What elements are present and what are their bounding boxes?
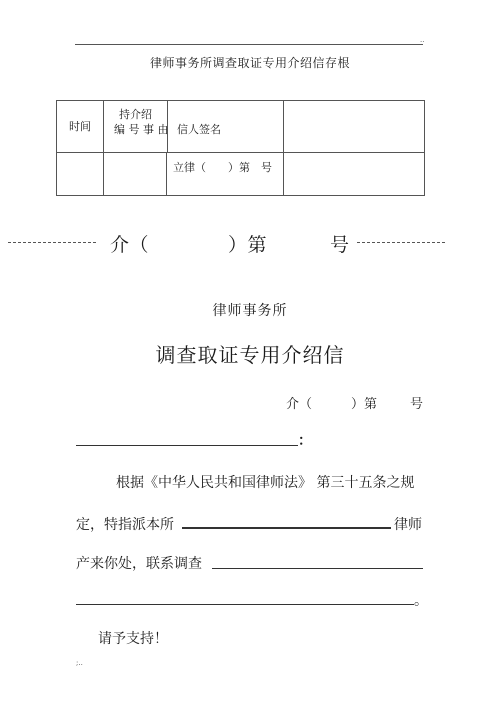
investigation-line-1 [212, 568, 423, 569]
stub-cell-blank-3 [104, 153, 167, 196]
stub-col-holder-line2: 编 号 事 由 [114, 123, 169, 136]
cut-number-prefix: 介（ [110, 234, 150, 256]
stub-cell-blank-1 [284, 101, 425, 153]
cut-line-right [357, 242, 445, 243]
letter-closing: 请予支持！ [98, 631, 168, 647]
letter-body-line-3-prefix: 产来你处，联系调查 [76, 556, 202, 572]
stub-cell-holder [104, 101, 284, 153]
stub-title: 律师事务所调查取证专用介绍信存根 [149, 56, 350, 70]
lawyer-name-line [182, 527, 391, 529]
stub-top-rule [75, 44, 423, 45]
stub-cell-time [57, 101, 104, 153]
letter-body-line-2-prefix: 定，特指派本所 [76, 517, 174, 533]
letter-firm-name: 律师事务所 [212, 303, 288, 319]
stub-col-time: 时间 [69, 119, 91, 133]
stub-cell-number [167, 153, 284, 196]
addressee-colon: ： [298, 433, 312, 449]
letter-body-line-1: 根据《中华人民共和国律师法》 第三十五条之规 [116, 475, 415, 491]
letter-number-middle: ）第 [351, 397, 378, 412]
cut-number-middle: ）第 [228, 234, 268, 256]
stub-top-mark: .. [420, 36, 425, 44]
stub-table [56, 100, 425, 196]
letter-title: 调查取证专用介绍信 [155, 343, 345, 367]
stub-col-signer: 信人签名 [177, 123, 221, 136]
letter-body-line-2-suffix: 律师 [394, 517, 422, 533]
letter-body-line-4-end: 。 [414, 593, 428, 609]
stub-col-holder-line1: 持介绍 [119, 108, 152, 121]
stub-inner-divider [167, 100, 168, 153]
stub-cell-blank-4 [284, 153, 425, 196]
addressee-line [76, 445, 298, 446]
stub-number-text: 立律（ ）第 号 [173, 161, 272, 174]
cut-number-suffix: 号 [330, 234, 350, 256]
cut-line-left [8, 242, 96, 243]
letter-bottom-mark: ;.. [76, 659, 83, 667]
investigation-line-2 [76, 604, 414, 605]
letter-number-suffix: 号 [410, 397, 424, 412]
stub-cell-blank-2 [57, 153, 104, 196]
letter-number-prefix: 介（ [286, 397, 313, 412]
